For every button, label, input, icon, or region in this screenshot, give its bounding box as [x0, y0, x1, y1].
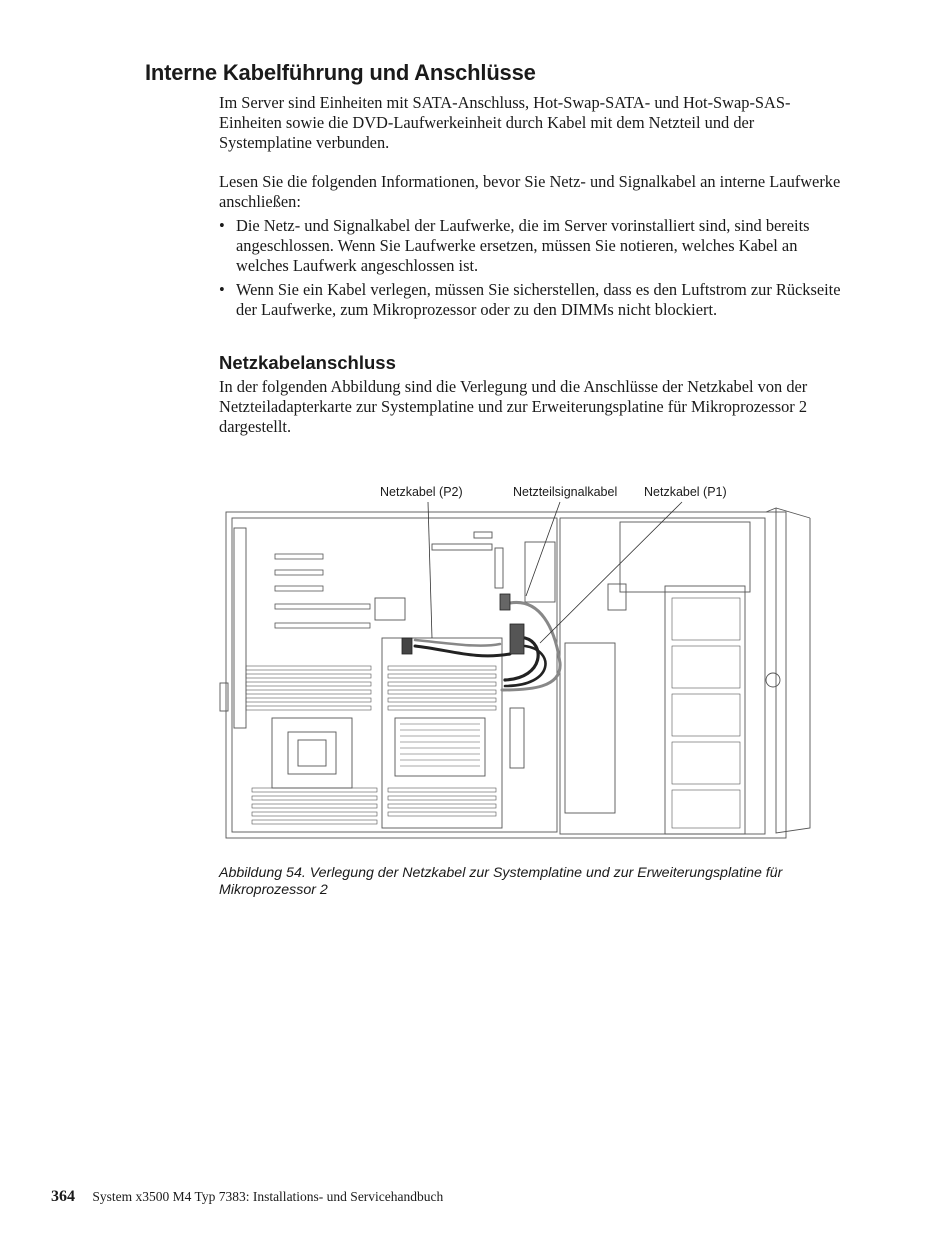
- figure-caption: Abbildung 54. Verlegung der Netzkabel zur Systemplatine und zur Erweiterungsplatine für Mikroprozessor 2: [219, 865, 783, 898]
- intro-paragraph: Im Server sind Einheiten mit SATA-Anschluss, Hot-Swap-SATA- und Hot-Swap-SAS-Einheiten sowie die DVD-Laufwerkeinheit durch Kabel mit dem Netzteil und der Systemplatine verbunden.: [219, 93, 791, 152]
- section-heading: Netzkabelanschluss: [219, 352, 396, 373]
- cable-routing-figure: [210, 478, 820, 858]
- read-before-paragraph: Lesen Sie die folgenden Informationen, bevor Sie Netz- und Signalkabel an interne Laufwerke anschließen:: [219, 172, 841, 211]
- callout-power-cable-p2: Netzkabel (P2): [380, 485, 463, 499]
- page-title: Interne Kabelführung und Anschlüsse: [145, 60, 536, 85]
- page-number: 364: [51, 1188, 75, 1205]
- list-item: • Wenn Sie ein Kabel verlegen, müssen Sie sicherstellen, dass es den Luftstrom zur Rückseite der Laufwerke, zum Mikroprozessor oder zu den DIMMs nicht blockiert.: [219, 280, 849, 320]
- book-title: System x3500 M4 Typ 7383: Installations- und Servicehandbuch: [92, 1189, 444, 1204]
- page-footer: [51, 1188, 443, 1206]
- section-paragraph: In der folgenden Abbildung sind die Verlegung und die Anschlüsse der Netzkabel von der Netzteiladapterkarte zur Systemplatine und zur Erweiterungsplatine für Mikroprozessor 2 dargestellt.: [219, 377, 808, 436]
- callout-power-cable-p1: Netzkabel (P1): [644, 485, 727, 499]
- callout-power-signal-cable: Netzteilsignalkabel: [513, 485, 618, 499]
- bullet-list: [219, 216, 849, 324]
- list-item: • Die Netz- und Signalkabel der Laufwerke, die im Server vorinstalliert sind, sind bereits angeschlossen. Wenn Sie Laufwerke ersetzen, müssen Sie notieren, welches Kabel an welches Laufwerk angeschlossen ist.: [219, 216, 849, 276]
